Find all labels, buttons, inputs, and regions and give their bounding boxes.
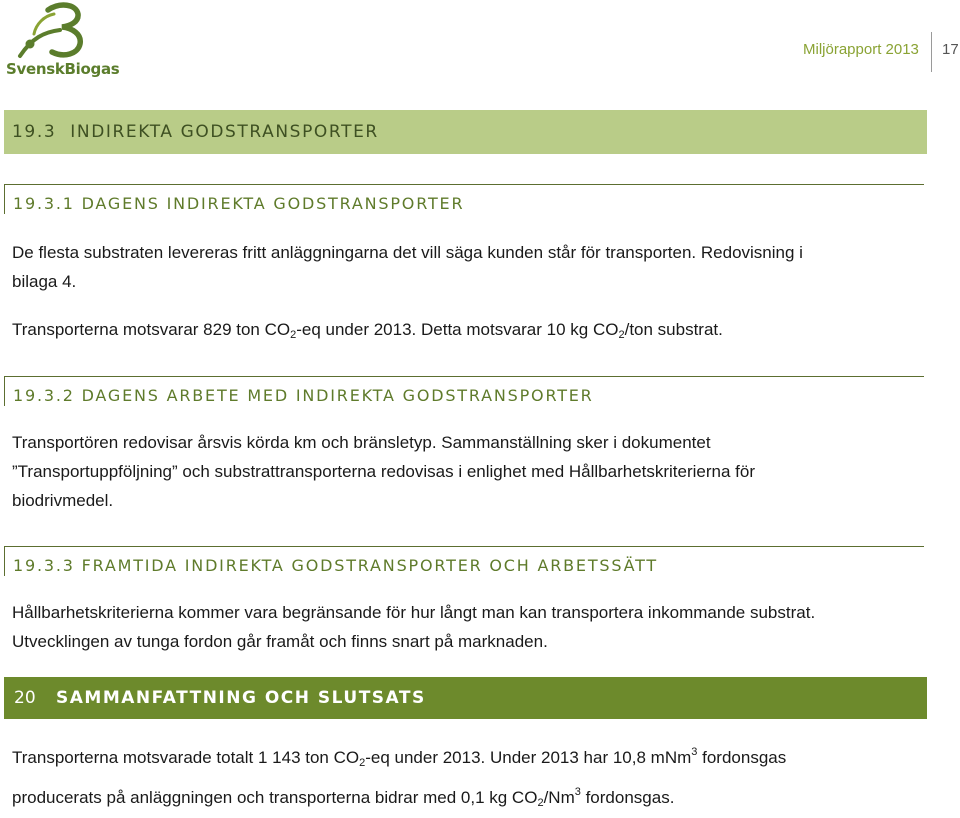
text-line: Transportören redovisar årsvis körda km och bränsletyp. Sammanställning sker i dokumentet bbox=[12, 433, 711, 452]
section-title: INDIREKTA GODSTRANSPORTER bbox=[70, 122, 379, 142]
section-number: 19.3 bbox=[12, 122, 57, 142]
subscript: 2 bbox=[290, 329, 297, 341]
text-line: Utvecklingen av tunga fordon går framåt och finns snart på marknaden. bbox=[12, 632, 548, 651]
section-number: 20 bbox=[14, 688, 36, 708]
section-number: 19.3.1 bbox=[13, 194, 75, 213]
text-segment: producerats på anläggningen och transporterna bidrar med 0,1 kg CO bbox=[12, 788, 538, 807]
section-heading-20 bbox=[4, 677, 927, 719]
text-segment: -eq under 2013. Detta motsvarar 10 kg CO bbox=[296, 320, 619, 339]
page-number: 17 bbox=[942, 41, 959, 58]
company-logo bbox=[6, 2, 120, 80]
subscript: 2 bbox=[359, 757, 366, 769]
section-heading-19-3-1 bbox=[4, 184, 924, 214]
subscript: 2 bbox=[618, 329, 625, 341]
subscript: 2 bbox=[537, 797, 544, 809]
header-divider bbox=[931, 32, 932, 72]
section-number: 19.3.2 bbox=[13, 386, 75, 405]
section-heading-19-3 bbox=[4, 110, 927, 154]
text-segment: Transporterna motsvarar 829 ton CO bbox=[12, 320, 291, 339]
text-segment: fordonsgas. bbox=[580, 788, 675, 807]
paragraph-summary bbox=[12, 738, 922, 818]
paragraph-reporting bbox=[12, 428, 922, 515]
text-line: De flesta substraten levereras fritt anläggningarna det vill säga kunden står för transporten. Redovisning i bbox=[12, 243, 803, 262]
text-segment: /Nm bbox=[543, 788, 575, 807]
text-segment: Transporterna motsvarade totalt 1 143 ton CO bbox=[12, 748, 360, 767]
text-segment: /ton substrat. bbox=[624, 320, 723, 339]
text-line: ”Transportuppföljning” och substrattransporterna redovisas i enlighet med Hållbarhetskriterierna för bbox=[12, 462, 756, 481]
report-title: Miljörapport 2013 bbox=[803, 41, 919, 58]
section-heading-19-3-2 bbox=[4, 376, 924, 406]
logo-text: SvenskBiogas bbox=[6, 60, 120, 78]
text-line: bilaga 4. bbox=[12, 272, 77, 291]
section-title: DAGENS ARBETE MED INDIREKTA GODSTRANSPORTER bbox=[81, 386, 594, 405]
text-line: Hållbarhetskriterierna kommer vara begränsande för hur långt man kan transportera inkommande substrat. bbox=[12, 603, 816, 622]
section-title: FRAMTIDA INDIREKTA GODSTRANSPORTER OCH ARBETSSÄTT bbox=[81, 556, 658, 575]
paragraph-emissions bbox=[12, 315, 922, 350]
section-heading-19-3-3 bbox=[4, 546, 924, 576]
paragraph-future bbox=[12, 598, 922, 656]
text-segment: fordonsgas bbox=[697, 748, 787, 767]
section-title: DAGENS INDIREKTA GODSTRANSPORTER bbox=[81, 194, 465, 213]
text-line: biodrivmedel. bbox=[12, 491, 114, 510]
logo-mark-icon bbox=[14, 2, 94, 60]
superscript: 3 bbox=[574, 786, 581, 798]
superscript: 3 bbox=[691, 746, 698, 758]
text-segment: -eq under 2013. Under 2013 har 10,8 mNm bbox=[365, 748, 692, 767]
section-title: SAMMANFATTNING OCH SLUTSATS bbox=[56, 688, 426, 708]
section-number: 19.3.3 bbox=[13, 556, 75, 575]
paragraph-delivery bbox=[12, 238, 922, 296]
